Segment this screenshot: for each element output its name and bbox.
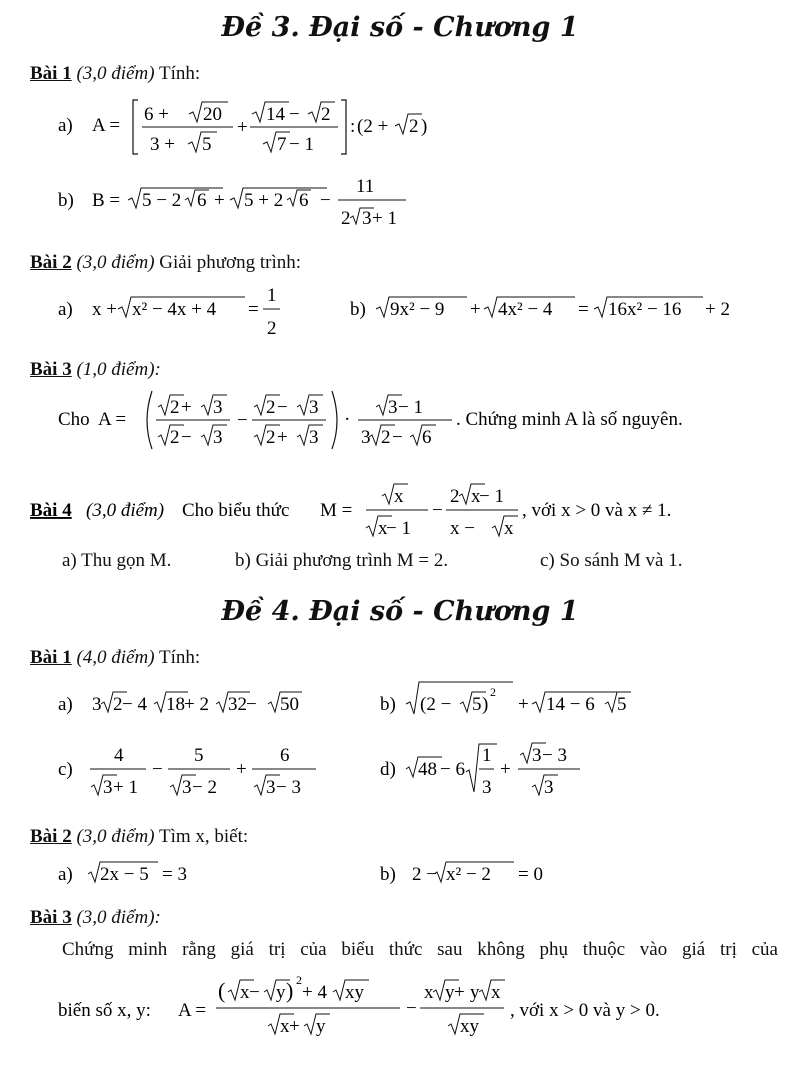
de4-bai1-a <box>58 684 358 724</box>
svg-text:x: x <box>394 486 404 507</box>
de3-bai3-expression <box>58 385 778 455</box>
problem-label: Bài 3 <box>30 907 72 928</box>
svg-text:−: − <box>237 410 248 431</box>
svg-text:3: 3 <box>92 694 102 715</box>
svg-text:6: 6 <box>197 190 207 211</box>
svg-text:3 +: 3 + <box>150 134 175 155</box>
svg-text:+ 2: + 2 <box>705 299 730 320</box>
svg-text:2: 2 <box>409 116 419 137</box>
svg-text:14 − 6: 14 − 6 <box>546 694 595 715</box>
svg-text:=: = <box>578 299 589 320</box>
svg-text:+: + <box>277 427 288 448</box>
svg-text:+: + <box>236 759 247 780</box>
svg-text:+: + <box>181 397 192 418</box>
svg-text:5: 5 <box>472 694 482 715</box>
svg-text:2: 2 <box>170 397 180 418</box>
lhs: A = <box>92 115 121 136</box>
svg-text:+: + <box>237 117 248 138</box>
svg-text:3: 3 <box>532 745 542 766</box>
svg-text:7: 7 <box>277 134 287 155</box>
svg-text:Cho biểu thức: Cho biểu thức <box>182 500 290 521</box>
de3-title: Đề 3. Đại số - Chương 1 <box>221 12 579 43</box>
svg-text:9x² − 9: 9x² − 9 <box>390 299 445 320</box>
svg-text:xy: xy <box>460 1016 479 1037</box>
svg-text:+: + <box>214 190 225 211</box>
svg-text:3: 3 <box>103 777 113 798</box>
svg-text:d): d) <box>380 759 396 780</box>
svg-text:−: − <box>289 104 300 125</box>
svg-text:4x² − 4: 4x² − 4 <box>498 299 553 320</box>
svg-text:, với x > 0 và x ≠ 1.: , với x > 0 và x ≠ 1. <box>522 500 672 521</box>
svg-text:): ) <box>286 978 294 1003</box>
svg-text:3: 3 <box>482 777 492 798</box>
svg-text:3: 3 <box>266 777 276 798</box>
svg-text:xy: xy <box>345 982 364 1003</box>
svg-text:1: 1 <box>267 285 277 306</box>
svg-text:2 −: 2 − <box>412 864 437 885</box>
svg-text:5 − 2: 5 − 2 <box>142 190 182 211</box>
svg-text:3: 3 <box>544 777 554 798</box>
de4-bai3-expression <box>58 970 788 1050</box>
svg-text:=: = <box>248 299 259 320</box>
svg-text:x: x <box>491 982 501 1003</box>
svg-text:− 4: − 4 <box>122 694 147 715</box>
problem-label: Bài 1 <box>30 63 72 84</box>
item-letter: a) <box>58 115 73 136</box>
problem-task: Tính: <box>158 63 201 84</box>
problem-task: Tìm x, biết: <box>158 826 249 847</box>
svg-text:+: + <box>289 1016 300 1037</box>
svg-text:y: y <box>445 982 455 1003</box>
svg-text:x: x <box>504 518 514 539</box>
right-paren <box>332 391 337 449</box>
svg-text:y: y <box>470 982 480 1003</box>
svg-text:, với x > 0 và y > 0.: , với x > 0 và y > 0. <box>510 1000 660 1021</box>
problem-task: Giải phương trình: <box>159 252 302 273</box>
left-bracket <box>133 100 138 154</box>
svg-text:= 0: = 0 <box>518 864 543 885</box>
svg-text:. Chứng minh A là số nguyên.: . Chứng minh A là số nguyên. <box>456 409 683 430</box>
svg-text:b): b) <box>350 299 366 320</box>
svg-text:+: + <box>470 299 481 320</box>
de3-bai1-a <box>58 92 478 162</box>
svg-text:x: x <box>378 518 388 539</box>
svg-text:x: x <box>280 1016 290 1037</box>
svg-text::: : <box>350 116 356 137</box>
svg-text:−: − <box>181 427 192 448</box>
svg-text:): ) <box>421 116 428 137</box>
de4-bai1-c <box>58 740 358 806</box>
svg-text:+ 2: + 2 <box>184 694 209 715</box>
de3-bai2-a <box>58 280 318 348</box>
svg-text:c): c) <box>58 759 73 780</box>
de3-bai4-part-c: c) So sánh M và 1. <box>540 550 683 571</box>
svg-text:20: 20 <box>203 104 222 125</box>
de3-bai1-b <box>58 170 478 232</box>
svg-text:x +: x + <box>92 299 117 320</box>
problem-points: (3,0 điểm) <box>76 252 155 273</box>
svg-text:−: − <box>432 500 443 521</box>
left-paren <box>147 391 152 449</box>
svg-text:+ 1: + 1 <box>113 777 138 798</box>
svg-text:32: 32 <box>228 694 247 715</box>
svg-text:11: 11 <box>356 176 375 197</box>
svg-text:b): b) <box>380 694 396 715</box>
svg-text:2: 2 <box>267 318 277 339</box>
de4-bai3-text: Chứng minh rằng giá trị của biểu thức sau không phụ thuộc vào giá trị của <box>62 939 778 960</box>
svg-text:− 1: − 1 <box>398 397 423 418</box>
problem-label: Bài 1 <box>30 647 72 668</box>
svg-text:5: 5 <box>617 694 627 715</box>
svg-text:(: ( <box>218 978 226 1003</box>
svg-text:3: 3 <box>362 208 372 229</box>
problem-points: (3,0 điểm) <box>86 500 165 521</box>
svg-text:3: 3 <box>388 397 398 418</box>
svg-text:3: 3 <box>182 777 192 798</box>
right-bracket <box>341 100 346 154</box>
svg-text:−: − <box>246 694 257 715</box>
svg-text:): ) <box>482 694 489 715</box>
svg-text:− 1: − 1 <box>386 518 411 539</box>
problem-points: (3,0 điểm) <box>76 63 155 84</box>
svg-text:50: 50 <box>280 694 299 715</box>
svg-text:x: x <box>424 982 434 1003</box>
svg-text:2: 2 <box>450 486 460 507</box>
svg-text:Bài 4 <box>30 500 72 521</box>
svg-text:18: 18 <box>166 694 185 715</box>
svg-text:−: − <box>249 982 260 1003</box>
svg-text:2: 2 <box>321 104 331 125</box>
problem-points: (1,0 điểm): <box>76 359 161 380</box>
svg-text:x −: x − <box>450 518 475 539</box>
de3-bai3-heading <box>30 360 161 379</box>
svg-text:6: 6 <box>280 745 290 766</box>
svg-text:B =: B = <box>92 190 121 211</box>
svg-text:14: 14 <box>266 104 285 125</box>
svg-text:6 +: 6 + <box>144 104 169 125</box>
svg-text:a): a) <box>58 864 73 885</box>
svg-text:y: y <box>276 982 286 1003</box>
de3-bai4-part-a: a) Thu gọn M. <box>62 550 172 571</box>
de4-bai2-a <box>58 856 278 892</box>
svg-text:2: 2 <box>341 208 351 229</box>
svg-text:48: 48 <box>418 759 437 780</box>
svg-text:16x² − 16: 16x² − 16 <box>608 299 682 320</box>
svg-text:3: 3 <box>213 427 223 448</box>
svg-text:(2 −: (2 − <box>420 694 452 715</box>
svg-text:M =: M = <box>320 500 353 521</box>
svg-text:6: 6 <box>422 427 432 448</box>
svg-text:y: y <box>316 1016 326 1037</box>
svg-text:5: 5 <box>202 134 212 155</box>
svg-text:−: − <box>152 759 163 780</box>
svg-text:6: 6 <box>299 190 309 211</box>
svg-text:A =: A = <box>178 1000 207 1021</box>
svg-text:3: 3 <box>213 397 223 418</box>
svg-text:3: 3 <box>309 427 319 448</box>
svg-text:− 1: − 1 <box>289 134 314 155</box>
svg-text:x² − 4x + 4: x² − 4x + 4 <box>132 299 217 320</box>
de4-bai2-b <box>380 856 600 892</box>
svg-text:2: 2 <box>170 427 180 448</box>
svg-text:+: + <box>518 694 529 715</box>
svg-text:a): a) <box>58 299 73 320</box>
svg-text:− 2: − 2 <box>192 777 217 798</box>
svg-text:x² − 2: x² − 2 <box>446 864 491 885</box>
svg-text:= 3: = 3 <box>162 864 187 885</box>
problem-label: Bài 4 <box>30 500 72 521</box>
svg-text:+ 1: + 1 <box>372 208 397 229</box>
svg-text:5: 5 <box>194 745 204 766</box>
de4-bai1-d <box>380 740 640 806</box>
problem-task: Tính: <box>158 647 201 668</box>
de4-bai1-heading <box>30 648 200 667</box>
problem-label: Bài 2 <box>30 252 72 273</box>
svg-text:2x − 5: 2x − 5 <box>100 864 149 885</box>
svg-text:− 6: − 6 <box>440 759 465 780</box>
svg-text:−: − <box>320 190 331 211</box>
svg-text:+: + <box>500 759 511 780</box>
svg-text:2: 2 <box>490 685 496 699</box>
de4-bai1-b <box>380 672 660 724</box>
de4-bai3-heading <box>30 908 161 927</box>
svg-text:A =: A = <box>98 409 127 430</box>
svg-text:2: 2 <box>296 973 302 987</box>
svg-text:1: 1 <box>482 745 492 766</box>
problem-points: (4,0 điểm) <box>76 647 155 668</box>
de3-bai2-heading <box>30 253 301 272</box>
svg-text:2: 2 <box>113 694 123 715</box>
de4-bai2-heading <box>30 827 248 846</box>
svg-text:− 3: − 3 <box>542 745 567 766</box>
svg-text:3: 3 <box>361 427 371 448</box>
svg-text:+ 4: + 4 <box>302 982 327 1003</box>
svg-text:−: − <box>392 427 403 448</box>
de3-bai4-statement <box>30 478 790 548</box>
svg-text:+: + <box>454 982 465 1003</box>
svg-text:2: 2 <box>266 397 276 418</box>
de4-title: Đề 4. Đại số - Chương 1 <box>221 596 579 627</box>
svg-text:biến số x, y:: biến số x, y: <box>58 1000 151 1021</box>
svg-text:x: x <box>471 486 481 507</box>
problem-points: (3,0 điểm) <box>76 826 155 847</box>
de3-bai1-heading <box>30 64 200 83</box>
svg-text:a): a) <box>58 694 73 715</box>
svg-text:x: x <box>240 982 250 1003</box>
de3-bai2-b <box>350 280 770 348</box>
svg-text:2: 2 <box>266 427 276 448</box>
problem-label: Bài 3 <box>30 359 72 380</box>
svg-text:4: 4 <box>114 745 124 766</box>
svg-text:−: − <box>406 998 417 1019</box>
problem-label: Bài 2 <box>30 826 72 847</box>
svg-text:·: · <box>344 409 351 430</box>
svg-text:3: 3 <box>309 397 319 418</box>
svg-text:−: − <box>277 397 288 418</box>
svg-text:5 + 2: 5 + 2 <box>244 190 284 211</box>
de3-bai4-part-b: b) Giải phương trình M = 2. <box>235 550 449 571</box>
problem-points: (3,0 điểm): <box>76 907 161 928</box>
svg-text:(2 +: (2 + <box>357 116 389 137</box>
svg-text:− 3: − 3 <box>276 777 301 798</box>
svg-text:b): b) <box>58 190 74 211</box>
svg-text:Cho: Cho <box>58 409 90 430</box>
svg-text:2: 2 <box>381 427 391 448</box>
svg-text:b): b) <box>380 864 396 885</box>
svg-text:− 1: − 1 <box>479 486 504 507</box>
